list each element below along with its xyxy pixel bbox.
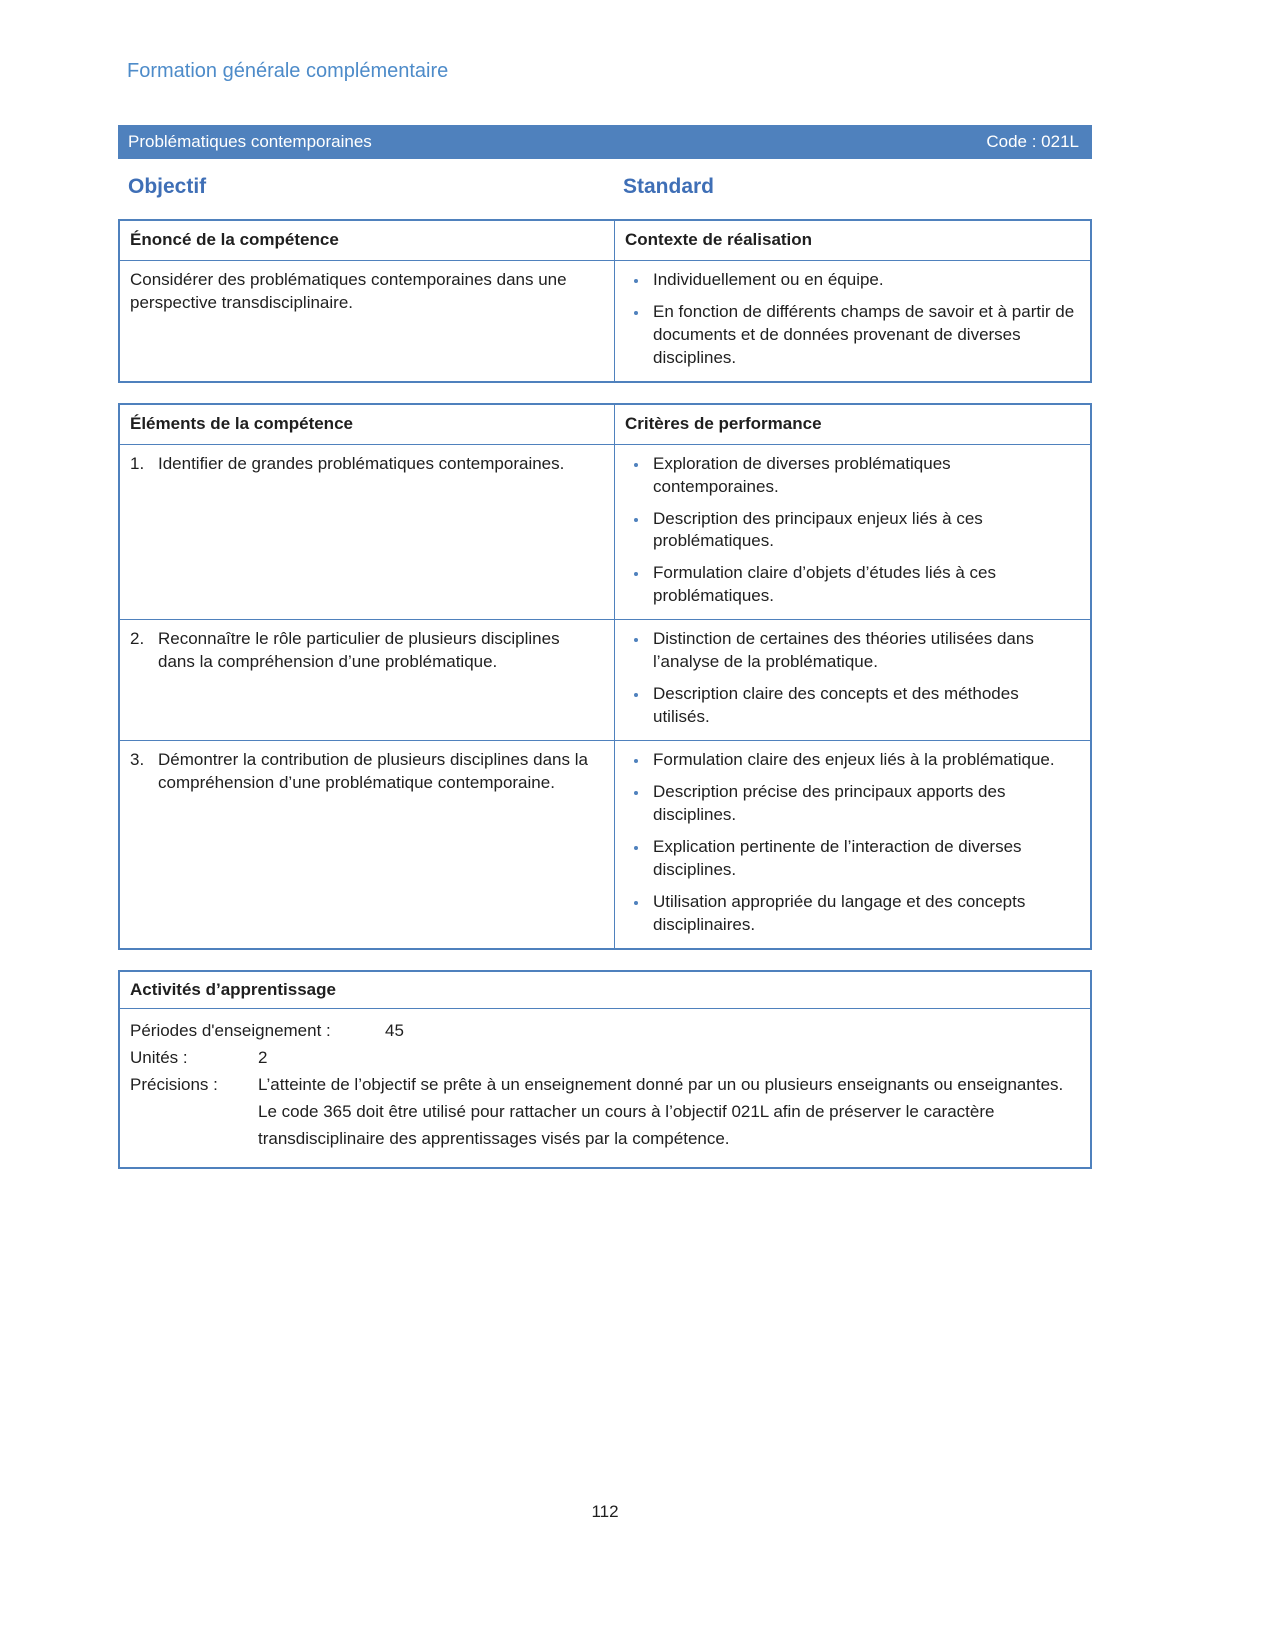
bullet-item: • Description claire des concepts et des méthodes utilisés. <box>649 683 1076 729</box>
bullet-item: • Explication pertinente de l’interaction de diverses disciplines. <box>649 836 1076 882</box>
bullet-item: • Formulation claire des enjeux liés à la problématique. <box>649 749 1076 772</box>
criteres-cell <box>615 741 1090 948</box>
banner-title: Problématiques contemporaines <box>128 132 372 151</box>
bullet-item: • Distinction de certaines des théories utilisées dans l’analyse de la problématique. <box>649 628 1076 674</box>
section-header: Formation générale complémentaire <box>127 60 449 82</box>
item-text: Identifier de grandes problématiques contemporaines. <box>158 453 565 473</box>
item-number: 3. <box>130 750 145 769</box>
element-row-2 <box>120 619 1090 740</box>
enonce-table <box>118 219 1092 383</box>
page-content <box>118 0 1092 1169</box>
enonce-table-body-row <box>120 261 1090 381</box>
precisions-paragraph: L’atteinte de l’objectif se prête à un enseignement donné par un ou plusieurs enseignants ou enseignantes. <box>258 1074 1064 1094</box>
contexte-bullet-list <box>625 269 1076 370</box>
precisions-text <box>258 1071 1076 1153</box>
standard-label: Standard <box>623 175 715 198</box>
element-text-cell <box>120 620 615 740</box>
element-text-cell <box>120 741 615 948</box>
numbered-item <box>130 628 600 674</box>
activites-table <box>118 970 1092 1169</box>
element-text-cell <box>120 445 615 620</box>
enonce-table-header-row <box>120 221 1090 261</box>
criteres-bullet-list <box>625 628 1076 729</box>
elements-table <box>118 403 1092 950</box>
contexte-cell <box>615 261 1090 381</box>
item-number: 1. <box>130 453 145 473</box>
activites-body <box>120 1009 1090 1167</box>
bullet-item: • Exploration de diverses problématiques contemporaines. <box>649 453 1076 499</box>
objectif-label: Objectif <box>128 175 207 198</box>
criteres-bullet-list <box>625 453 1076 609</box>
bullet-item: • Formulation claire d’objets d’études liés à ces problématiques. <box>649 562 1076 608</box>
precisions-label: Précisions : <box>130 1074 218 1094</box>
periodes-value: 45 <box>385 1020 404 1040</box>
enonce-header: Énoncé de la compétence <box>120 221 615 260</box>
title-banner <box>118 125 1092 159</box>
enonce-text: Considérer des problématiques contemporaines dans une perspective transdisciplinaire. <box>120 261 615 381</box>
unites-label: Unités : <box>130 1047 188 1067</box>
numbered-item <box>130 453 600 476</box>
elements-table-header-row <box>120 405 1090 445</box>
bullet-item: • Description précise des principaux apports des disciplines. <box>649 781 1076 827</box>
item-text: Démontrer la contribution de plusieurs disciplines dans la compréhension d’une problématique contemporaine. <box>158 750 588 792</box>
unites-value: 2 <box>258 1047 268 1067</box>
bullet-item: • Utilisation appropriée du langage et des concepts disciplinaires. <box>649 891 1076 937</box>
element-row-1 <box>120 445 1090 620</box>
column-labels <box>118 175 1092 199</box>
criteres-bullet-list <box>625 749 1076 937</box>
banner-code: Code : 021L <box>986 132 1079 151</box>
periodes-label: Périodes d'enseignement : <box>130 1020 331 1040</box>
bullet-item: • Individuellement ou en équipe. <box>649 269 1076 292</box>
contexte-header: Contexte de réalisation <box>625 230 813 249</box>
precisions-row <box>130 1071 1076 1153</box>
bullet-item: • En fonction de différents champs de savoir et à partir de documents et de données provenant de diverses disciplines. <box>649 301 1076 370</box>
numbered-item <box>130 749 600 795</box>
precisions-paragraph: Le code 365 doit être utilisé pour rattacher un cours à l’objectif 021L afin de préserver le caractère transdisciplinaire des apprentissages visés par la compétence. <box>258 1102 995 1149</box>
element-row-3 <box>120 740 1090 948</box>
criteres-cell <box>615 445 1090 620</box>
unites-row <box>130 1044 1076 1071</box>
item-text: Reconnaître le rôle particulier de plusieurs disciplines dans la compréhension d’une problématique. <box>158 629 560 672</box>
page-number: 112 <box>591 1502 619 1521</box>
bullet-item: • Description des principaux enjeux liés à ces problématiques. <box>649 508 1076 554</box>
elements-header: Éléments de la compétence <box>120 405 615 444</box>
activites-header: Activités d’apprentissage <box>120 972 1090 1009</box>
periodes-row <box>130 1017 1076 1044</box>
criteres-header: Critères de performance <box>625 413 822 433</box>
criteres-cell <box>615 620 1090 740</box>
item-number: 2. <box>130 629 145 649</box>
